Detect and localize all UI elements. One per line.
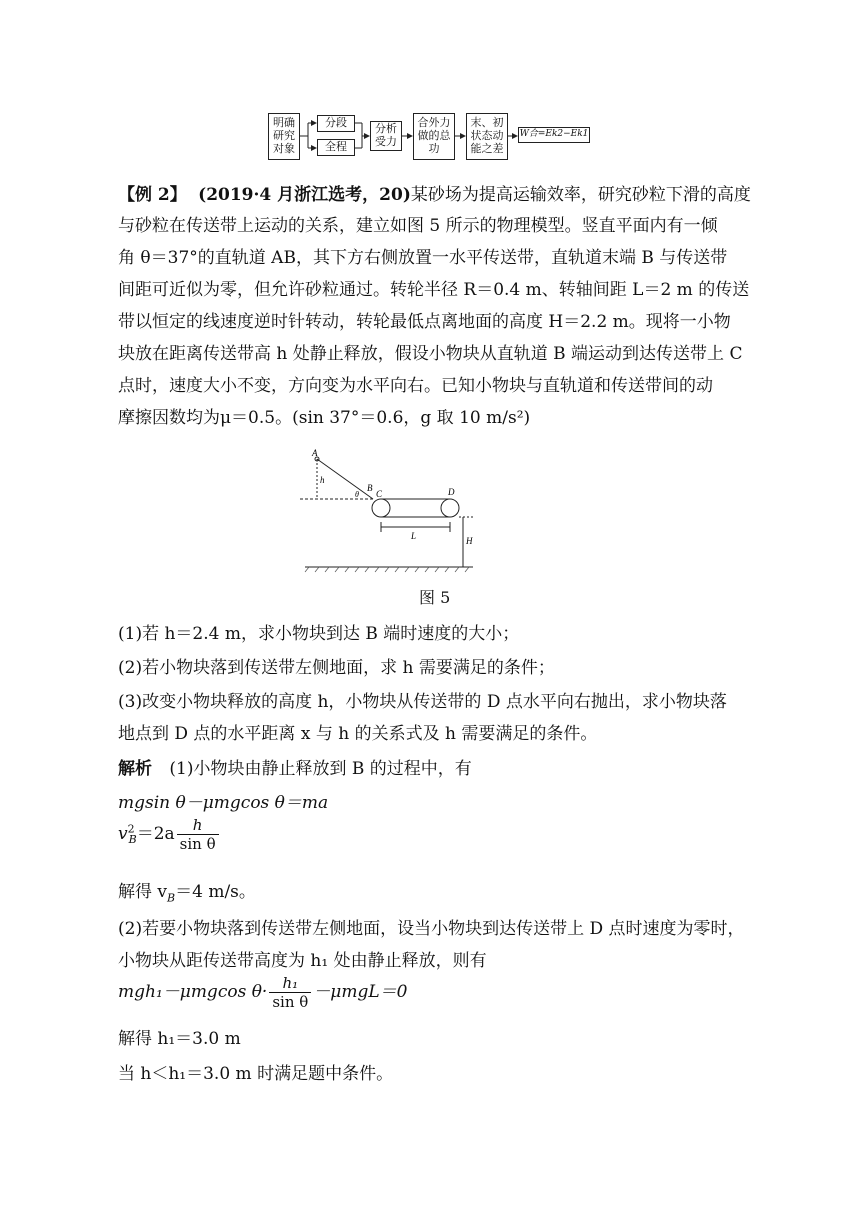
equation-3 xyxy=(118,974,407,1011)
label-D: D xyxy=(448,487,455,497)
example-line-3: 角 θ＝37°的直轨道 AB，其下方右侧放置一水平传送带，直轨道末端 B 与传送带 xyxy=(118,248,728,268)
question-3b: 地点到 D 点的水平距离 x 与 h 的关系式及 h 需要满足的条件。 xyxy=(118,724,598,744)
flow-box-object: 明确研究对象 xyxy=(268,113,300,160)
eq3-fraction xyxy=(269,974,311,1011)
solution-label: 解析 xyxy=(118,759,152,779)
eq3-right: －μmgL＝0 xyxy=(313,982,408,1002)
example-line-2: 与砂粒在传送带上运动的关系，建立如图 5 所示的物理模型。竖直平面内有一倾 xyxy=(118,216,718,236)
flow-arrows xyxy=(260,108,600,163)
question-1: (1)若 h＝2.4 m，求小物块到达 B 端时速度的大小； xyxy=(118,624,520,644)
flow-box-work: 合外力做的总功 xyxy=(413,113,455,160)
solution-intro-line xyxy=(118,754,472,779)
equation-2 xyxy=(118,816,221,853)
example-line-7: 点时，速度大小不变，方向变为水平向右。已知小物块与直轨道和传送带间的动 xyxy=(118,376,713,396)
example-line-6: 块放在距离传送带高 h 处静止释放，假设小物块从直轨道 B 端运动到达传送带上 C xyxy=(118,344,743,364)
ground-hatch xyxy=(305,567,469,572)
eq3-denominator: sin θ xyxy=(272,993,309,1011)
label-theta: θ xyxy=(355,490,359,499)
example-line-1 xyxy=(118,180,751,205)
figure-caption: 图 5 xyxy=(419,588,451,607)
result1-sub: B xyxy=(167,891,176,905)
left-pulley xyxy=(372,499,390,517)
example-tag: 【例 2】 xyxy=(118,185,187,205)
flow-box-energy: 末、初状态动能之差 xyxy=(466,113,508,160)
result-2: 解得 h₁＝3.0 m xyxy=(118,1029,241,1049)
label-H: H xyxy=(466,536,473,546)
flow-box-whole: 全程 xyxy=(317,139,355,156)
incline-track xyxy=(317,459,373,499)
solution-step1: (1)小物块由静止释放到 B 的过程中，有 xyxy=(169,759,472,779)
label-B: B xyxy=(367,483,373,493)
label-L: L xyxy=(411,531,417,541)
eq2-mid: ＝2a xyxy=(136,824,175,844)
question-2: (2)若小物块落到传送带左侧地面，求 h 需要满足的条件； xyxy=(118,658,555,678)
eq2-v: v xyxy=(118,824,128,844)
eq2-numerator: h xyxy=(177,816,219,835)
label-C: C xyxy=(376,489,383,499)
eq2-sup: 2 xyxy=(127,822,135,836)
question-3a: (3)改变小物块释放的高度 h，小物块从传送带的 D 点水平向右抛出，求小物块落 xyxy=(118,692,727,712)
example-source: (2019·4 月浙江选考，20) xyxy=(198,185,411,205)
eq2-sub: B xyxy=(128,833,137,847)
eq2-denominator: sin θ xyxy=(179,835,216,853)
solution-step2-line1: (2)若要小物块落到传送带左侧地面，设当小物块到达传送带上 D 点时速度为零时， xyxy=(118,919,745,939)
physics-figure xyxy=(295,445,475,575)
example-line-4: 间距可近似为零，但允许砂粒通过。转轮半径 R＝0.4 m、转轴间距 L＝2 m 的传送 xyxy=(118,280,750,300)
label-A: A xyxy=(312,448,318,458)
eq2-fraction xyxy=(177,816,219,853)
solution-step2-line2: 小物块从距传送带高度为 h₁ 处由静止释放，则有 xyxy=(118,951,487,971)
result1-post: ＝4 m/s。 xyxy=(175,882,256,902)
eq3-left: mgh₁－μmgcos θ· xyxy=(118,982,268,1002)
example-line-5: 带以恒定的线速度逆时针转动，转轮最低点离地面的高度 H＝2.2 m。现将一小物 xyxy=(118,312,731,332)
label-h: h xyxy=(320,475,325,485)
eq3-numerator: h₁ xyxy=(269,974,311,993)
example-line-8: 摩擦因数均为μ＝0.5。(sin 37°＝0.6，g 取 10 m/s²) xyxy=(118,408,531,428)
flow-box-force: 分析受力 xyxy=(370,121,402,151)
result1-pre: 解得 v xyxy=(118,882,168,902)
example-text-1: 某砂场为提高运输效率，研究砂粒下滑的高度 xyxy=(410,185,751,205)
result-1 xyxy=(118,877,256,904)
result-3: 当 h＜h₁＝3.0 m 时满足题中条件。 xyxy=(118,1064,394,1084)
right-pulley xyxy=(441,499,459,517)
flow-box-formula: W合=Ek2−Ek1 xyxy=(518,127,590,143)
equation-1: mgsin θ－μmgcos θ＝ma xyxy=(118,793,329,813)
flow-box-segment: 分段 xyxy=(317,115,355,132)
